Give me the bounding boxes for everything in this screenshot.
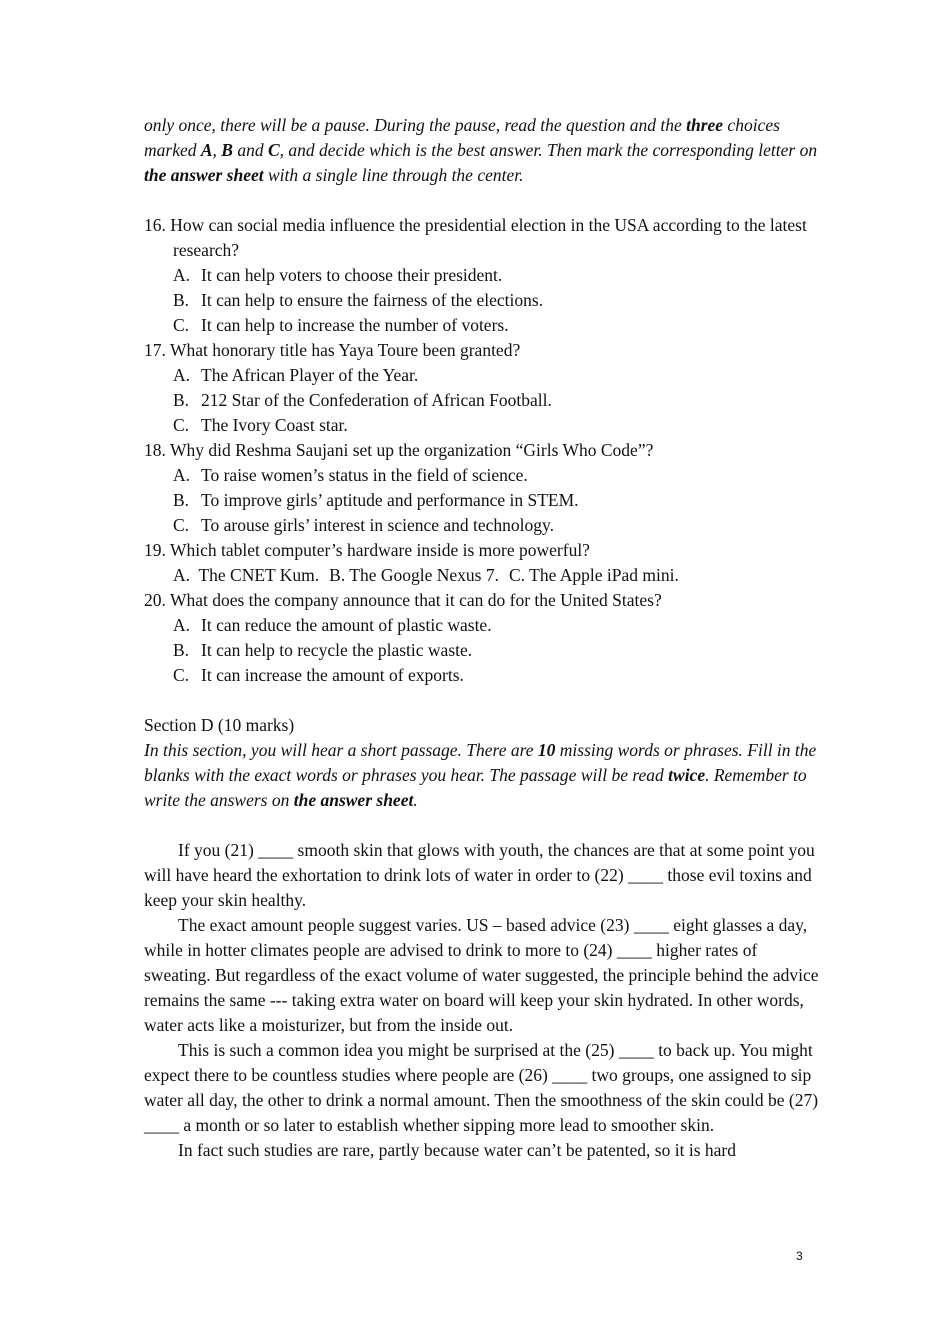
section-d-title: Section D (10 marks) (144, 715, 295, 735)
passage-paragraph: The exact amount people suggest varies. US – based advice (23) ____ eight glasses a day, while in hotter climates people are advised to drink to more to (24) ____ higher rates of sweating. But regardless of the exact volume of water suggested, the principle behind the advice remains the same --- taking extra water on board will keep your skin hydrated. In other words, water acts like a moisturizer, but from the inside out. (144, 915, 819, 1035)
option: A. The African Player of the Year. (173, 365, 419, 385)
passage-paragraph: If you (21) ____ smooth skin that glows with youth, the chances are that at some point you will have heard the exhortation to drink lots of water in order to (22) ____ those evil toxins and keep your skin healthy. (144, 840, 815, 910)
question-17: 17. What honorary title has Yaya Toure been granted? A. The African Player of the Year. B. 212 Star of the Confederation of African Football. C. The Ivory Coast star. (144, 338, 824, 438)
option-row: A. The CNET Kum. B. The Google Nexus 7. C. The Apple iPad mini. (173, 565, 679, 585)
instructions-section-d: In this section, you will hear a short passage. There are 10 missing words or phrases. Fill in the blanks with the exact words or phrases you hear. The passage will be read twice. Remember to write the answers on the answer sheet. (144, 740, 817, 810)
question-18: 18. Why did Reshma Saujani set up the organization “Girls Who Code”? A. To raise women’s status in the field of science. B. To improve girls’ aptitude and performance in STEM. C. To arouse girls’ interest in science and technology. (144, 438, 824, 538)
document-page (144, 113, 824, 1163)
option: C. The Ivory Coast star. (173, 415, 348, 435)
page-number: 3 (796, 1249, 803, 1263)
passage-paragraph: This is such a common idea you might be surprised at the (25) ____ to back up. You might expect there to be countless studies where people are (26) ____ two groups, one assigned to sip water all day, the other to drink a normal amount. Then the smoothness of the skin could be (27) ____ a month or so later to establish whether sipping more lead to smoother skin. (144, 1040, 819, 1135)
option: C. It can increase the amount of exports. (173, 665, 464, 685)
option: B. To improve girls’ aptitude and performance in STEM. (173, 490, 579, 510)
option: B. It can help to recycle the plastic waste. (173, 640, 473, 660)
question-19: 19. Which tablet computer’s hardware inside is more powerful? A. The CNET Kum. B. The Google Nexus 7. C. The Apple iPad mini. (144, 538, 824, 588)
option: C. To arouse girls’ interest in science and technology. (173, 515, 555, 535)
instructions-section-c: only once, there will be a pause. During the pause, read the question and the three choices marked A, B and C, and decide which is the best answer. Then mark the corresponding letter on the answer sheet with a single line through the center. (144, 115, 818, 185)
option: B. 212 Star of the Confederation of African Football. (173, 390, 552, 410)
question-16: 16. How can social media influence the presidential election in the USA according to the latest research? A. It can help voters to choose their president. B. It can help to ensure the fairness of the elections. C. It can help to increase the number of voters. (144, 213, 824, 338)
option: B. It can help to ensure the fairness of the elections. (173, 290, 544, 310)
option: A. It can reduce the amount of plastic waste. (173, 615, 492, 635)
passage (144, 838, 824, 1163)
question-20: 20. What does the company announce that it can do for the United States? A. It can reduce the amount of plastic waste. B. It can help to recycle the plastic waste. C. It can increase the amount of exports. (144, 588, 824, 688)
option: A. To raise women’s status in the field of science. (173, 465, 528, 485)
option: C. It can help to increase the number of voters. (173, 315, 509, 335)
option: A. It can help voters to choose their president. (173, 265, 503, 285)
passage-paragraph: In fact such studies are rare, partly because water can’t be patented, so it is hard (178, 1140, 736, 1160)
